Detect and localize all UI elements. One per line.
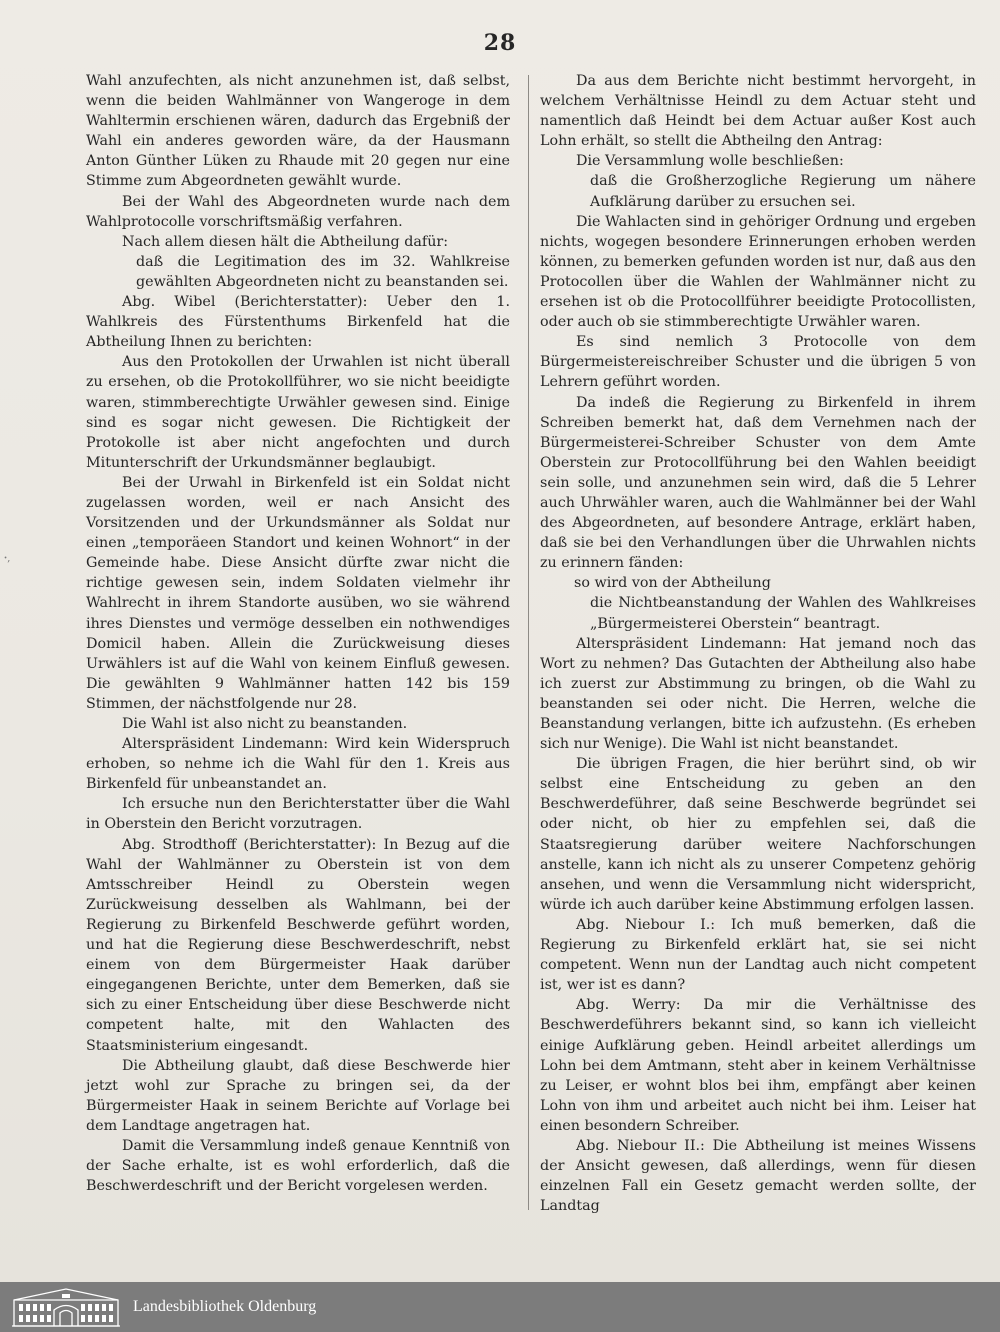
paragraph: Ich ersuche nun den Berichterstatter über die Wahl in Oberstein den Bericht vorzutragen. <box>86 796 510 833</box>
paragraph: Aus den Protokollen der Urwahlen ist nicht überall zu ersehen, ob die Protokollführer, wo sie nicht beeidigte waren, stimmberechtigte Urwähler gewesen sind. Einige sind es sogar nicht gewesen. Die Richtigkeit der Protokolle ist aber nicht angefochten und durch Mitunterschrift der Urkundsmänner beglaubigt. <box>86 354 510 471</box>
column-divider <box>528 75 529 1210</box>
margin-mark: ꞏ‚ <box>4 553 11 564</box>
paragraph: daß die Großherzogliche Regierung um nähere Aufklärung darüber zu ersuchen sei. <box>590 173 976 210</box>
paragraph: Alterspräsident Lindemann: Hat jemand noch das Wort zu nehmen? Das Gutachten der Abtheilung also habe ich zuerst zur Abstimmung zu bringen, ob die Wahl zu beanstanden sei oder nicht. Die Herren, welche die Beanstandung verlangen, bitte ich aufzustehn. (Es erheben sich nur Wenige). Die Wahl ist nicht beanstandet. <box>540 635 976 753</box>
paragraph: Wahl anzufechten, als nicht anzunehmen ist, daß selbst, wenn die beiden Wahlmänner von Wangeroge in dem Wahltermin erschienen wären, dadurch das Ergebniß der Wahl ein anderes geworden wäre, da der Hausmann Anton Günther Lüken zu Rhaude mit 20 gegen nur eine Stimme zum Abgeordneten gewählt wurde. <box>86 73 510 190</box>
paragraph: Bei der Urwahl in Birkenfeld ist ein Soldat nicht zugelassen worden, weil er nach Ansicht des Vorsitzenden und der Urkundsmänner als Soldat nur einen „temporäeen Standort und keinen Wohnort“ in der Gemeinde habe. Diese Ansicht dürfte zwar nicht die richtige gewesen sein, indem Soldaten vielmehr ihr Wahlrecht in ihrem Standorte ausüben, wo sie während ihres Dienstes und vermöge desselben ein nothwendiges Domicil haben. Allein die Zurückweisung dieses Urwählers ist auf die Wahl von keinem Einfluß gewesen. Die gewählten 9 Wahlmänner hatten 142 bis 159 Stimmen, der nächstfolgende nur 28. <box>86 474 510 712</box>
paragraph: Die übrigen Fragen, die hier berührt sind, ob wir selbst eine Entscheidung zu geben an den Beschwerdeführer, daß seine Beschwerde begründet sei oder nicht, ob hier zu empfehlen sei, daß die Staatsregierung darüber weitere Nachforschungen anstelle, kann ich nicht als zu unserer Competenz gehörig ansehen, und wenn die Versammlung nicht widerspricht, würde ich auch darüber keine Abstimmung erfolgen lassen. <box>540 756 976 913</box>
paragraph: Abg. Niebour I.: Ich muß bemerken, daß die Regierung zu Birkenfeld erklärt hat, sie sei nicht competent. Wenn nun der Landtag auch nicht competent ist, wer ist es dann? <box>540 916 976 994</box>
paragraph: Abg. Niebour II.: Die Abtheilung ist meines Wissens der Ansicht gewesen, daß allerdings, wenn für diesen einzelnen Fall ein Gesetz gemacht werden sollte, der Landtag <box>540 1137 976 1215</box>
paragraph: Abg. Wibel (Berichterstatter): Ueber den 1. Wahlkreis des Fürstenthums Birkenfeld hat die Abtheilung Ihnen zu berichten: <box>86 294 510 351</box>
library-building-icon <box>10 1286 122 1328</box>
library-name: Landesbibliothek Oldenburg <box>133 1298 317 1315</box>
paragraph: Die Wahl ist also nicht zu beanstanden. <box>122 716 408 732</box>
left-column <box>86 71 510 1196</box>
paragraph: Abg. Werry: Da mir die Verhältnisse des Beschwerdeführers bekannt sind, so kann ich vielleicht einige Aufklärung geben. Heindl arbeitet allerdings um Lohn bei dem Amtmann, steht aber in keinem Verhältnisse zu Leiser, er wohnt blos bei ihm, empfängt aber keinen Lohn von ihm und arbeitet auch nicht bei ihm. Leiser hat einen besondern Schreiber. <box>540 997 976 1134</box>
page-number: 28 <box>483 30 517 56</box>
paragraph: Es sind nemlich 3 Protocolle von dem Bürgermeistereischreiber Schuster und die übrigen 5 von Lehrern geführt worden. <box>540 334 976 391</box>
paragraph: so wird von der Abtheilung <box>574 575 771 592</box>
paragraph: Da indeß die Regierung zu Birkenfeld in ihrem Schreiben bemerkt hat, daß dem Vernehmen nach der Bürgermeisterei-Schreiber Schuster von dem Amte Oberstein zur Protocollführung bei den Wahlen beeidigt sein solle, und anzunehmen sein wird, daß die 5 Lehrer auch Uhrwähler waren, auch die Wahlmänner bei der Wahl des Abgeordneten, auf besondere Antrage, erklärt haben, daß sie bei den Verhandlungen über die Uhrwahlen nichts zu erinnern fänden: <box>540 394 976 572</box>
paragraph: daß die Legitimation des im 32. Wahlkreise gewählten Abgeordneten nicht zu beanstanden sei. <box>136 253 510 290</box>
paragraph: Bei der Wahl des Abgeordneten wurde nach dem Wahlprotocolle vorschriftsmäßig verfahren. <box>86 193 510 230</box>
paragraph: Nach allem diesen hält die Abtheilung dafür: <box>122 233 449 250</box>
paragraph: Die Abtheilung glaubt, daß diese Beschwerde hier jetzt wohl zur Sprache zu bringen sei, da der Bürgermeister Haak in seinem Berichte auf Vorlage bei dem Landtage angetragen hat. <box>86 1057 510 1134</box>
paragraph: Alterspräsident Lindemann: Wird kein Widerspruch erhoben, so nehme ich die Wahl für den 1. Kreis aus Birkenfeld für unbeanstandet an. <box>86 736 510 793</box>
paragraph: Damit die Versammlung indeß genaue Kenntniß von der Sache erhalte, ist es wohl erforderlich, daß die Beschwerdeschrift und der Bericht vorgelesen werden. <box>86 1137 510 1195</box>
paragraph: die Nichtbeanstandung der Wahlen des Wahlkreises „Bürgermeisterei Oberstein“ beantragt. <box>590 595 976 632</box>
paragraph: Die Wahlacten sind in gehöriger Ordnung und ergeben nichts, wogegen besondere Erinnerungen erhoben werden können, zu bemerken gefunden worden ist nur, daß aus den Protocollen über die Wahlen der Wahlmänner nicht zu ersehen ist ob die Protocollführer beeidigte Protocollisten, oder auch ob sie stimmberechtigte Urwähler waren. <box>540 213 976 331</box>
paragraph: Die Versammlung wolle beschließen: <box>576 153 844 170</box>
paragraph: Da aus dem Berichte nicht bestimmt hervorgeht, in welchem Verhältnisse Heindl zu dem Actuar steht und namentlich daß Heindt bei dem Actuar außer Kost auch Lohn erhält, so stellt die Abtheilng den Antrag: <box>540 73 976 150</box>
right-column <box>540 71 976 1216</box>
library-footer <box>0 1282 1000 1332</box>
paragraph: Abg. Strodthoff (Berichterstatter): In Bezug auf die Wahl der Wahlmänner zu Oberstein ist von dem Amtsschreiber Heindl zu Oberstein wegen Zurückweisung desselben als Wahlmann, bei der Regierung zu Birkenfeld Beschwerde geführt worden, und hat die Regierung diese Beschwerdeschrift, nebst einem von dem Bürgermeister Haak darüber eingegangenen Berichte, unter dem Bemerken, daß sie sich zu einer Entscheidung über diese Beschwerde nicht competent halte, mit den Wahlacten des Staatsministerium eingesandt. <box>86 836 510 1054</box>
